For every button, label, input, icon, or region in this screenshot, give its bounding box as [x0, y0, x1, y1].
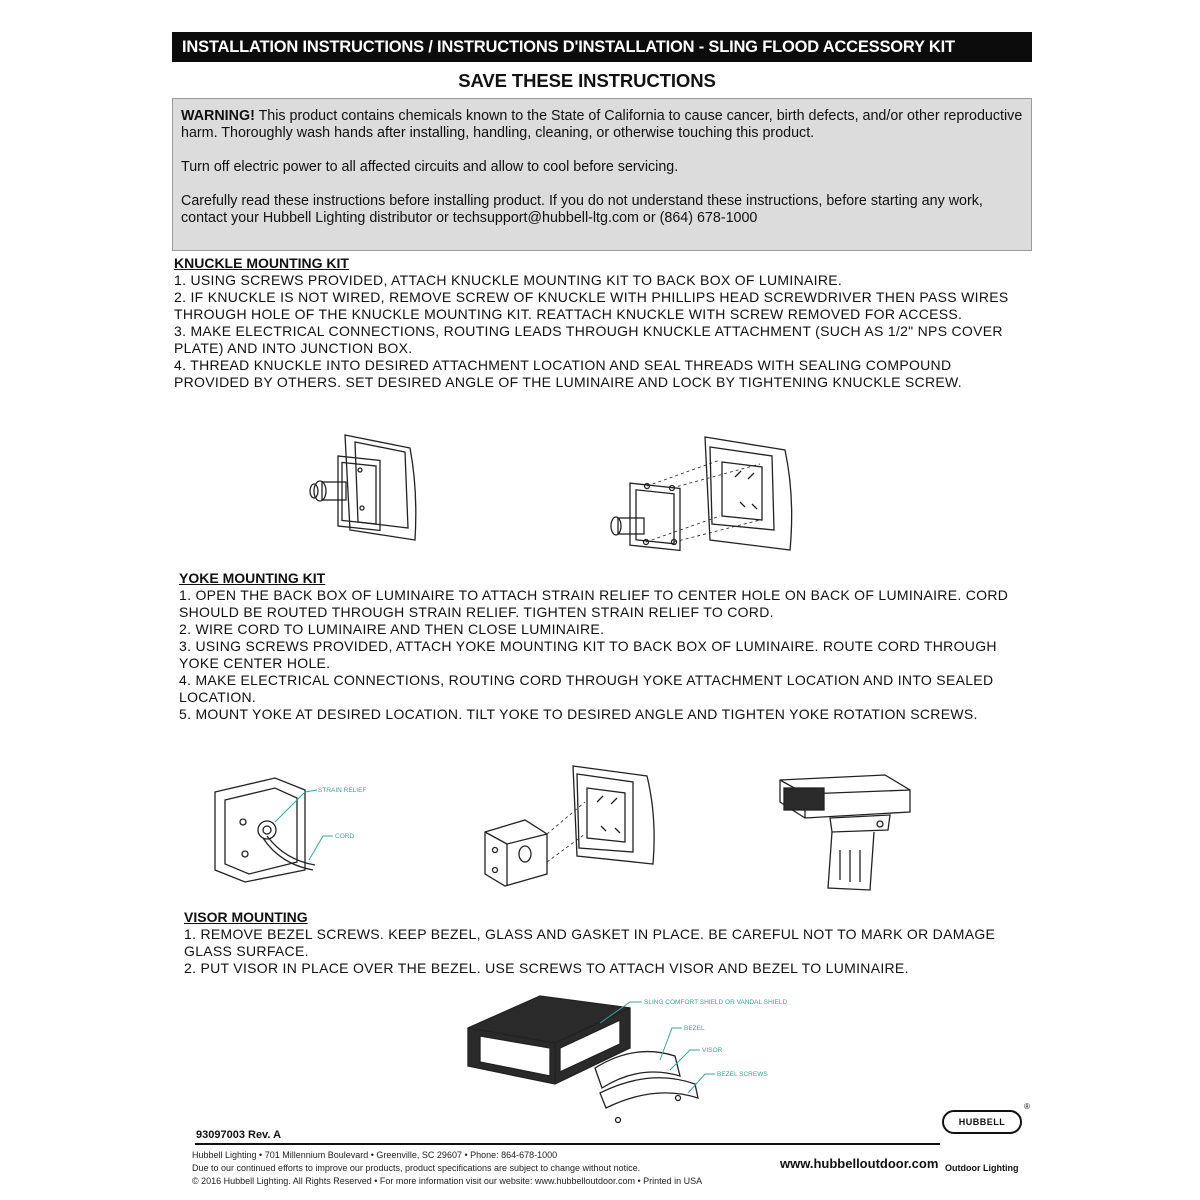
- yoke-mounting-section: [179, 570, 1039, 723]
- company-address: Hubbell Lighting • 701 Millennium Boulevard • Greenville, SC 29607 • Phone: 864-678-1000: [192, 1150, 558, 1160]
- warning-text: This product contains chemicals known to the State of California to cause cancer, birth defects, and/or other reproductive harm. Thoroughly wash hands after installing, handling, cleaning, or otherwise touching this product.: [181, 108, 1023, 141]
- yoke-step: 3. USING SCREWS PROVIDED, ATTACH YOKE MOUNTING KIT TO BACK BOX OF LUMINAIRE. ROUTE CORD THROUGH YOKE CENTER HOLE.: [179, 638, 997, 671]
- visor-step: 1. REMOVE BEZEL SCREWS. KEEP BEZEL, GLASS AND GASKET IN PLACE. BE CAREFUL NOT TO MARK OR DAMAGE GLASS SURFACE.: [184, 926, 996, 959]
- hubbell-logo: HUBBELL: [942, 1110, 1022, 1134]
- visor-heading: VISOR MOUNTING: [184, 909, 308, 925]
- yoke-exploded-illustration: [465, 762, 665, 892]
- website-link[interactable]: www.hubbelloutdoor.com: [780, 1156, 939, 1171]
- knuckle-assembled-illustration: [300, 430, 430, 545]
- save-instructions-heading: SAVE THESE INSTRUCTIONS: [458, 70, 716, 91]
- shield-callout: SLING COMFORT SHIELD OR VANDAL SHIELD: [644, 999, 788, 1006]
- visor-exploded-illustration: [460, 988, 840, 1138]
- visor-mounting-section: [184, 909, 1004, 977]
- knuckle-heading: KNUCKLE MOUNTING KIT: [174, 255, 349, 271]
- logo-tagline: Outdoor Lighting: [945, 1163, 1019, 1173]
- read-instructions-notice: Carefully read these instructions before installing product. If you do not understand these instructions, before starting any work, contact your Hubbell Lighting distributor or techsupport@hubbell-ltg.com or (864) 678-1000: [181, 193, 983, 226]
- cord-callout: CORD: [335, 833, 355, 840]
- knuckle-step: 3. MAKE ELECTRICAL CONNECTIONS, ROUTING LEADS THROUGH KNUCKLE ATTACHMENT (SUCH AS 1/2" NPS COVER PLATE) AND INTO JUNCTION BOX.: [174, 323, 1003, 356]
- warning-label: WARNING!: [181, 108, 255, 124]
- footer-divider: [195, 1143, 940, 1145]
- strain-relief-illustration: [205, 770, 385, 885]
- knuckle-exploded-illustration: [600, 432, 810, 557]
- visor-step: 2. PUT VISOR IN PLACE OVER THE BEZEL. USE SCREWS TO ATTACH VISOR AND BEZEL TO LUMINAIRE.: [184, 960, 909, 976]
- yoke-step: 2. WIRE CORD TO LUMINAIRE AND THEN CLOSE LUMINAIRE.: [179, 621, 605, 637]
- registered-mark: ®: [1024, 1102, 1030, 1111]
- knuckle-step: 1. USING SCREWS PROVIDED, ATTACH KNUCKLE MOUNTING KIT TO BACK BOX OF LUMINAIRE.: [174, 272, 843, 288]
- knuckle-step: 2. IF KNUCKLE IS NOT WIRED, REMOVE SCREW OF KNUCKLE WITH PHILLIPS HEAD SCREWDRIVER THEN PASS WIRES THROUGH HOLE OF THE KNUCKLE MOUNTING KIT. REATTACH KNUCKLE WITH SCREW REMOVED FOR ACCESS.: [174, 289, 1009, 322]
- strain-relief-callout: STRAIN RELIEF: [318, 787, 367, 794]
- knuckle-step: 4. THREAD KNUCKLE INTO DESIRED ATTACHMENT LOCATION AND SEAL THREADS WITH SEALING COMPOUND PROVIDED BY OTHERS. SET DESIRED ANGLE OF THE LUMINAIRE AND LOCK BY TIGHTENING KNUCKLE SCREW.: [174, 357, 962, 390]
- disclaimer-text: Due to our continued efforts to improve our products, product specifications are subject to change without notice.: [192, 1163, 641, 1173]
- copyright-text: © 2016 Hubbell Lighting. All Rights Reserved • For more information visit our website: www.hubbelloutdoor.com • Printed in USA: [192, 1176, 703, 1186]
- document-title: INSTALLATION INSTRUCTIONS / INSTRUCTIONS D'INSTALLATION - SLING FLOOD ACCESSORY KIT: [172, 32, 1032, 62]
- knuckle-mounting-section: [174, 255, 1024, 391]
- bezel-callout: BEZEL: [684, 1025, 705, 1032]
- power-off-notice: Turn off electric power to all affected circuits and allow to cool before servicing.: [181, 159, 679, 175]
- yoke-step: 4. MAKE ELECTRICAL CONNECTIONS, ROUTING CORD THROUGH YOKE ATTACHMENT LOCATION AND INTO SEALED LOCATION.: [179, 672, 994, 705]
- warning-box: [172, 98, 1032, 251]
- yoke-heading: YOKE MOUNTING KIT: [179, 570, 326, 586]
- yoke-step: 1. OPEN THE BACK BOX OF LUMINAIRE TO ATTACH STRAIN RELIEF TO CENTER HOLE ON BACK OF LUMINAIRE. CORD SHOULD BE ROUTED THROUGH STRAIN RELIEF. TIGHTEN STRAIN RELIEF TO CORD.: [179, 587, 1009, 620]
- warning-paragraph: [181, 108, 1023, 142]
- yoke-step: 5. MOUNT YOKE AT DESIRED LOCATION. TILT YOKE TO DESIRED ANGLE AND TIGHTEN YOKE ROTATION SCREWS.: [179, 706, 978, 722]
- yoke-assembled-illustration: [770, 770, 920, 895]
- visor-callout: VISOR: [702, 1047, 723, 1054]
- document-number: 93097003 Rev. A: [196, 1129, 282, 1141]
- bezel-screws-callout: BEZEL SCREWS: [717, 1071, 768, 1078]
